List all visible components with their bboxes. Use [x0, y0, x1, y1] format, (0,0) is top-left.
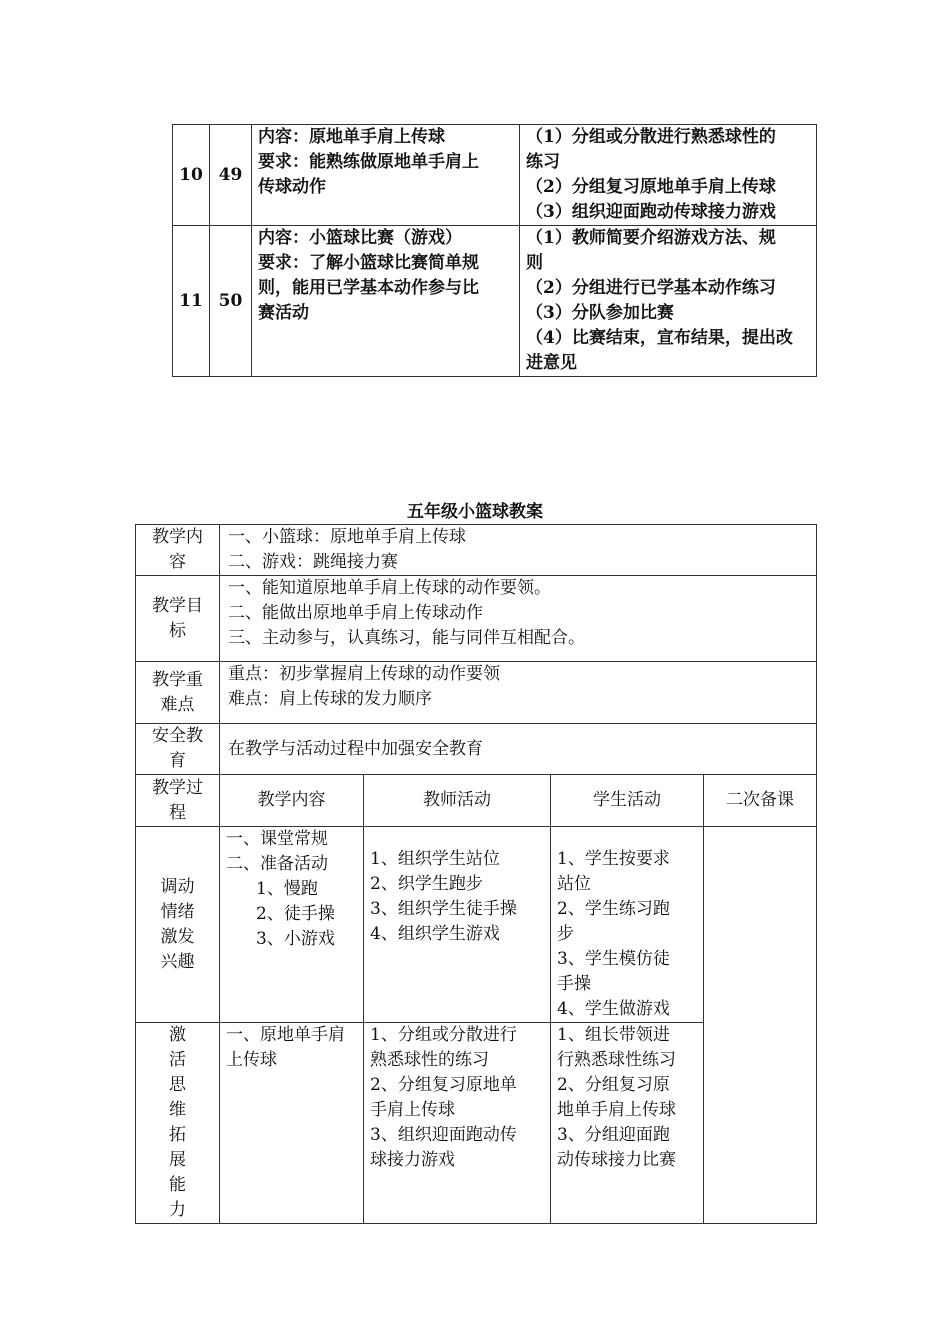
- hour-number: 50: [210, 226, 252, 377]
- stage-content: 一、课堂常规 二、准备活动 1、慢跑 2、徒手操 3、小游戏: [220, 827, 364, 1023]
- table-row: [173, 226, 817, 377]
- plan-table: [172, 124, 817, 377]
- lesson-table: [135, 524, 817, 1224]
- teacher-activity: 1、组织学生站位 2、织学生跑步 3、组织学生徒手操 4、组织学生游戏: [364, 827, 551, 1023]
- content-line: 内容：原地单手肩上传球: [258, 127, 445, 147]
- method-line: （2）分组进行已学基本动作练习: [526, 278, 776, 298]
- column-header: 教学内容: [220, 775, 364, 827]
- table-row: [136, 525, 817, 576]
- stage-label: 调动 情绪 激发 兴趣: [136, 827, 220, 1023]
- row-label: 教学目 标: [136, 576, 220, 662]
- method-line: （3）分队参加比赛: [526, 303, 674, 323]
- column-header: 二次备课: [704, 775, 817, 827]
- stage-content: 一、原地单手肩 上传球: [220, 1023, 364, 1224]
- row-label: 安全教 育: [136, 724, 220, 775]
- content-line: 要求：了解小篮球比赛简单规: [258, 253, 479, 273]
- key-points-cell: 重点：初步掌握肩上传球的动作要领 难点：肩上传球的发力顺序: [220, 662, 817, 724]
- student-activity: 1、学生按要求 站位 2、学生练习跑 步 3、学生模仿徒 手操 4、学生做游戏: [551, 827, 704, 1023]
- content-line: 赛活动: [258, 303, 309, 323]
- lesson-number: 10: [173, 125, 210, 226]
- goals-cell: 一、能知道原地单手肩上传球的动作要领。 二、能做出原地单手肩上传球动作 三、主动参与，认真练习，能与同伴互相配合。: [220, 576, 817, 662]
- row-label: 教学过 程: [136, 775, 220, 827]
- column-header: 教师活动: [364, 775, 551, 827]
- method-line: 进意见: [526, 353, 577, 373]
- method-line: （1）分组或分散进行熟悉球性的: [526, 127, 776, 147]
- method-line: （1）教师简要介绍游戏方法、规: [526, 228, 776, 248]
- method-line: 练习: [526, 152, 560, 172]
- table-row: [173, 125, 817, 226]
- content-line: 传球动作: [258, 177, 326, 197]
- table-row: [136, 576, 817, 662]
- content-cell: 一、小篮球：原地单手肩上传球 二、游戏：跳绳接力赛: [220, 525, 817, 576]
- student-activity: 1、组长带领进 行熟悉球性练习 2、分组复习原 地单手肩上传球 3、分组迎面跑 动传球接力比赛: [551, 1023, 704, 1224]
- second-prep-cell: [704, 827, 817, 1224]
- content-cell: [252, 226, 520, 377]
- table-row: [136, 775, 817, 827]
- lesson-title: 五年级小篮球教案: [407, 502, 543, 522]
- content-cell: [252, 125, 520, 226]
- method-cell: [520, 226, 817, 377]
- table-row: [136, 662, 817, 724]
- method-line: （4）比赛结束，宣布结果，提出改: [526, 328, 793, 348]
- row-label: 教学重 难点: [136, 662, 220, 724]
- content-line: 则，能用已学基本动作参与比: [258, 278, 479, 298]
- lesson-number: 11: [173, 226, 210, 377]
- content-line: 要求：能熟练做原地单手肩上: [258, 152, 479, 172]
- method-line: （3）组织迎面跑动传球接力游戏: [526, 202, 776, 222]
- teacher-activity: 1、分组或分散进行 熟悉球性的练习 2、分组复习原地单 手肩上传球 3、组织迎面跑动传 球接力游戏: [364, 1023, 551, 1224]
- column-header: 学生活动: [551, 775, 704, 827]
- hour-number: 49: [210, 125, 252, 226]
- method-cell: [520, 125, 817, 226]
- method-line: （2）分组复习原地单手肩上传球: [526, 177, 776, 197]
- safety-cell: 在教学与活动过程中加强安全教育: [220, 724, 817, 775]
- method-line: 则: [526, 253, 543, 273]
- stage-label: 激 活 思 维 拓 展 能 力: [136, 1023, 220, 1224]
- table-row: [136, 724, 817, 775]
- content-line: 内容：小篮球比赛（游戏）: [258, 228, 462, 248]
- row-label: 教学内 容: [136, 525, 220, 576]
- table-row: [136, 827, 817, 1023]
